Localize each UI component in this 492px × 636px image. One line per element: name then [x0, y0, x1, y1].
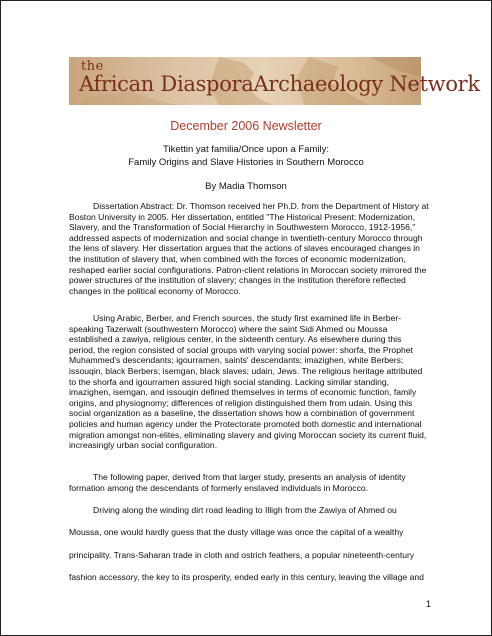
intro-paragraph: The following paper, derived from that larger study, presents an analysis of identity formation among the descendants of formerly enslaved individuals in Morocco. — [69, 472, 406, 493]
page-number: 1 — [425, 599, 431, 609]
newsletter-title: December 2006 Newsletter — [170, 119, 322, 133]
abstract-paragraph: Dissertation Abstract: Dr. Thomson received her Ph.D. from the Department of History at Boston University in 2005. Her dissertation, entitled "The Historical Present: Modernization, Slavery, and the Transformation of Social Hierarchy in Southwestern Morocco, 1912-1956," addressed aspects of modernization and social change in twentieth-century Morocco through the lens of slavery. Her dissertation argues that the actions of slaves encouraged changes in the institution of slavery that, when combined with the forces of economic modernization, reshaped earlier social configurations. Patron-client relations in Moroccan society mirrored the power structures of the institution of slavery; changes in the institution therefore reflected changes in the political economy of Morocco. — [69, 201, 429, 296]
network-banner — [69, 57, 480, 105]
sources-paragraph: Using Arabic, Berber, and French sources, the study first examined life in Berber-speaking Tazerwalt (southwestern Morocco) where the saint Sidi Ahmed ou Moussa established a zawiya, religious center, in the sixteenth century. As elsewhere during this period, the region consisted of social groups with varying social power: shorfa, the Prophet Muhammed's descendants; igourramen, saints' descendants; imazighen, white Berbers; issouqin, black Berbers; isemgan, black slaves; udain, Jews. The religious heritage attributed to the shorfa and igourramen assured high social standing. Lacking similar standing, imazighen, isemgan, and issouqin defined themselves in terms of economic function, family origins, and physiognomy; differences of religion distinguished them from udain. Using this social organization as a baseline, the dissertation shows how a combination of government policies and human agency under the Protectorate promoted both domestic and international migration amongst non-elites, eliminating slavery and giving Moroccan society its current fluid, increasingly urban social configuration. — [69, 313, 427, 451]
article-title — [1, 143, 491, 169]
body-line: Moussa, one would hardly guess that the dusty village was once the capital of a wealthy — [69, 527, 404, 538]
body-line: principality. Trans-Saharan trade in cloth and ostrich feathers, a popular nineteenth-century — [69, 549, 415, 560]
article-title-line-2: Family Origins and Slave Histories in Southern Morocco — [128, 157, 364, 168]
body-line: fashion accessory, the key to its prosperity, ended early in this century, leaving the village and — [69, 572, 424, 583]
body-line: Driving along the winding dirt road leading to Illigh from the Zawiya of Ahmed ou — [93, 505, 397, 515]
banner-the: the — [81, 59, 104, 74]
banner-network-name: African DiasporaArchaeology Network — [79, 72, 480, 96]
article-title-line-1: Tikettin yat familia/Once upon a Family: — [163, 144, 329, 155]
double-spaced-body — [69, 505, 429, 595]
article-byline: By Madia Thomson — [205, 181, 287, 192]
